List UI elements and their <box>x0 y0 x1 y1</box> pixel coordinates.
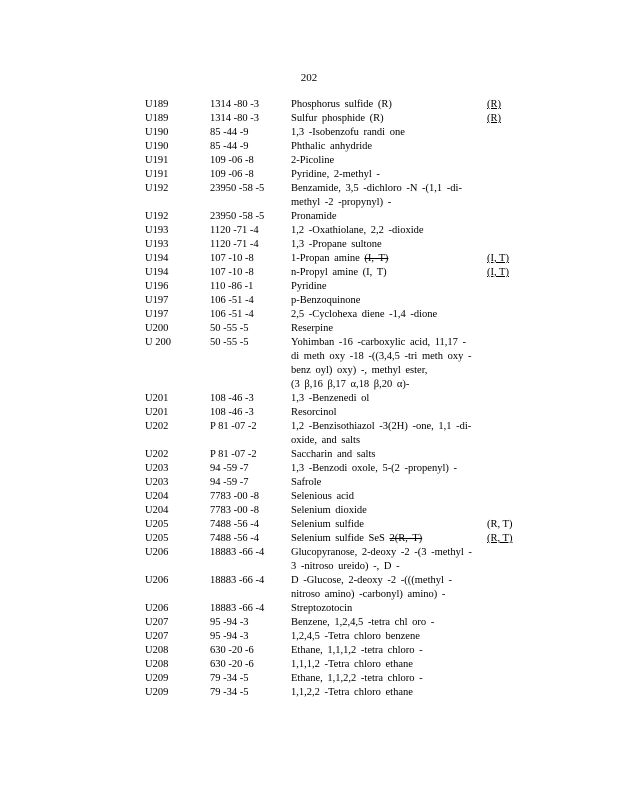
cas-number: 108 -46 -3 <box>210 407 254 418</box>
substance-name <box>291 252 487 266</box>
substance-name <box>291 658 487 672</box>
waste-code: U196 <box>145 281 169 292</box>
cas-number: 1120 -71 -4 <box>210 225 259 236</box>
table-row <box>145 532 525 546</box>
substance-name-line: Phthalic anhydride <box>291 141 373 152</box>
table-row <box>145 448 525 462</box>
substance-name <box>291 294 487 308</box>
hazard-code <box>487 658 525 672</box>
substance-name-line: Safrole <box>291 477 322 488</box>
hazard-code-text: (I, T) <box>487 267 509 278</box>
substance-name <box>291 238 487 252</box>
table-row <box>145 238 525 252</box>
waste-code: U193 <box>145 225 169 236</box>
waste-code: U209 <box>145 687 169 698</box>
cas-number: 630 -20 -6 <box>210 645 254 656</box>
substance-name-line: benz oyl) oxy) -, methyl ester, <box>291 365 428 376</box>
table-row <box>145 322 525 336</box>
cas-number: 85 -44 -9 <box>210 141 249 152</box>
waste-code: U194 <box>145 267 169 278</box>
table-row <box>145 336 525 392</box>
substance-name <box>291 672 487 686</box>
substance-name-line: Phosphorus sulfide (R) <box>291 99 392 110</box>
hazard-code <box>487 140 525 154</box>
waste-code: U208 <box>145 659 169 670</box>
substance-name <box>291 532 487 546</box>
cas-number: 79 -34 -5 <box>210 687 249 698</box>
waste-code: U189 <box>145 113 169 124</box>
substance-name <box>291 420 487 448</box>
hazard-code <box>487 252 525 266</box>
substance-name-line: Saccharin and salts <box>291 449 376 460</box>
waste-code: U197 <box>145 295 169 306</box>
hazard-code <box>487 98 525 112</box>
substance-name-line: Streptozotocin <box>291 603 353 614</box>
substance-name-line: 1,3 -Benzodi oxole, 5-(2 -propenyl) - <box>291 463 457 474</box>
table-row <box>145 252 525 266</box>
waste-code: U207 <box>145 617 169 628</box>
cas-number: 109 -06 -8 <box>210 169 254 180</box>
cas-number: 95 -94 -3 <box>210 617 249 628</box>
table-row <box>145 406 525 420</box>
table-row <box>145 602 525 616</box>
substance-name-line: Selenious acid <box>291 491 354 502</box>
cas-number: 7783 -00 -8 <box>210 491 259 502</box>
substance-name-line: Sulfur phosphide (R) <box>291 113 384 124</box>
hazard-code <box>487 294 525 308</box>
substance-name <box>291 322 487 336</box>
substance-name-line: Yohimban -16 -carboxylic acid, 11,17 - <box>291 337 467 348</box>
struck-text: 2(R, T) <box>389 533 423 544</box>
hazard-code <box>487 476 525 490</box>
waste-code: U209 <box>145 673 169 684</box>
table-row <box>145 140 525 154</box>
substance-name <box>291 266 487 280</box>
waste-code: U203 <box>145 477 169 488</box>
cas-number: 107 -10 -8 <box>210 253 254 264</box>
table-row <box>145 672 525 686</box>
hazard-code <box>487 154 525 168</box>
table-row <box>145 518 525 532</box>
waste-code: U189 <box>145 99 169 110</box>
substance-name <box>291 154 487 168</box>
table-row <box>145 504 525 518</box>
cas-number: 18883 -66 -4 <box>210 603 265 614</box>
cas-number: 1120 -71 -4 <box>210 239 259 250</box>
substance-name <box>291 644 487 658</box>
substance-name-line: di meth oxy -18 -((3,4,5 -tri meth oxy - <box>291 351 472 362</box>
substance-name <box>291 168 487 182</box>
hazard-code-text: (I, T) <box>487 253 509 264</box>
substance-name-line: Benzene, 1,2,4,5 -tetra chl oro - <box>291 617 435 628</box>
cas-number: 85 -44 -9 <box>210 127 249 138</box>
waste-code: U191 <box>145 155 169 166</box>
substance-name-line: 1,3 -Benzenedi ol <box>291 393 370 404</box>
substance-name <box>291 140 487 154</box>
substance-name-line: oxide, and salts <box>291 435 361 446</box>
hazard-code <box>487 238 525 252</box>
substance-name-line: methyl -2 -propynyl) - <box>291 197 392 208</box>
hazard-code <box>487 546 525 574</box>
hazard-code <box>487 504 525 518</box>
hazard-code-text: (R, T) <box>487 519 513 530</box>
cas-number: P 81 -07 -2 <box>210 421 257 432</box>
waste-code: U205 <box>145 533 169 544</box>
cas-number: 94 -59 -7 <box>210 463 249 474</box>
hazard-code <box>487 574 525 602</box>
cas-number: 50 -55 -5 <box>210 337 249 348</box>
table-row <box>145 546 525 574</box>
substance-name <box>291 210 487 224</box>
hazard-code <box>487 686 525 700</box>
hazard-code <box>487 182 525 210</box>
substance-name <box>291 574 487 602</box>
hazard-code <box>487 532 525 546</box>
substance-name-line: n-Propyl amine (I, T) <box>291 267 387 278</box>
table-row <box>145 126 525 140</box>
substance-name-line: 2-Picoline <box>291 155 335 166</box>
substance-name <box>291 336 487 392</box>
hazard-code <box>487 406 525 420</box>
hazard-code <box>487 308 525 322</box>
hazard-code <box>487 168 525 182</box>
hazard-code <box>487 266 525 280</box>
waste-code: U201 <box>145 407 169 418</box>
table-row <box>145 308 525 322</box>
table-row <box>145 490 525 504</box>
waste-code: U207 <box>145 631 169 642</box>
hazard-code <box>487 490 525 504</box>
substance-name-line: p-Benzoquinone <box>291 295 361 306</box>
hazard-code <box>487 420 525 448</box>
cas-number: 50 -55 -5 <box>210 323 249 334</box>
substance-name-line: D -Glucose, 2-deoxy -2 -(((methyl - <box>291 575 453 586</box>
hazard-code <box>487 518 525 532</box>
waste-code: U208 <box>145 645 169 656</box>
substance-name <box>291 630 487 644</box>
hazard-code <box>487 630 525 644</box>
substance-name <box>291 182 487 210</box>
waste-code: U202 <box>145 421 169 432</box>
table-row <box>145 154 525 168</box>
substance-name <box>291 518 487 532</box>
table-row <box>145 574 525 602</box>
waste-code: U204 <box>145 505 169 516</box>
waste-code: U191 <box>145 169 169 180</box>
cas-number: P 81 -07 -2 <box>210 449 257 460</box>
substance-name-line: Selenium sulfide <box>291 519 364 530</box>
hazardous-waste-table <box>145 98 525 700</box>
table-row <box>145 392 525 406</box>
substance-name-line <box>291 532 487 546</box>
table-row <box>145 294 525 308</box>
substance-name-line: Pyridine <box>291 281 327 292</box>
substance-name-line: 1,2,4,5 -Tetra chloro benzene <box>291 631 420 642</box>
table-row <box>145 462 525 476</box>
substance-name-line: Benzamide, 3,5 -dichloro -N -(1,1 -di- <box>291 183 462 194</box>
waste-code: U193 <box>145 239 169 250</box>
table-row <box>145 98 525 112</box>
table-row <box>145 182 525 210</box>
table-row <box>145 644 525 658</box>
substance-name <box>291 224 487 238</box>
hazard-code <box>487 462 525 476</box>
waste-code: U194 <box>145 253 169 264</box>
substance-name <box>291 686 487 700</box>
substance-name-text: 1-Propan amine <box>291 253 365 264</box>
table-row <box>145 168 525 182</box>
hazard-code <box>487 448 525 462</box>
hazard-code <box>487 672 525 686</box>
substance-name <box>291 462 487 476</box>
waste-code: U190 <box>145 127 169 138</box>
cas-number: 18883 -66 -4 <box>210 575 265 586</box>
substance-name <box>291 602 487 616</box>
substance-name <box>291 98 487 112</box>
waste-code: U206 <box>145 603 169 614</box>
substance-name-line: 3 -nitroso ureido) -, D - <box>291 561 400 572</box>
substance-name-line: Resorcinol <box>291 407 337 418</box>
cas-number: 7488 -56 -4 <box>210 533 259 544</box>
waste-code: U205 <box>145 519 169 530</box>
substance-name <box>291 280 487 294</box>
hazard-code <box>487 322 525 336</box>
substance-name <box>291 448 487 462</box>
table-row <box>145 420 525 448</box>
cas-number: 107 -10 -8 <box>210 267 254 278</box>
cas-number: 7783 -00 -8 <box>210 505 259 516</box>
cas-number: 1314 -80 -3 <box>210 113 259 124</box>
table-row <box>145 658 525 672</box>
substance-name-line: 1,2 -Oxathiolane, 2,2 -dioxide <box>291 225 424 236</box>
cas-number: 109 -06 -8 <box>210 155 254 166</box>
substance-name <box>291 504 487 518</box>
cas-number: 1314 -80 -3 <box>210 99 259 110</box>
cas-number: 106 -51 -4 <box>210 295 254 306</box>
substance-name-line: Ethane, 1,1,2,2 -tetra chloro - <box>291 673 423 684</box>
hazard-code-text: (R, T) <box>487 533 513 544</box>
hazard-code <box>487 280 525 294</box>
substance-name <box>291 546 487 574</box>
cas-number: 95 -94 -3 <box>210 631 249 642</box>
waste-code: U202 <box>145 449 169 460</box>
table-row <box>145 476 525 490</box>
waste-code: U200 <box>145 323 169 334</box>
hazard-code <box>487 336 525 392</box>
cas-number: 630 -20 -6 <box>210 659 254 670</box>
table-row <box>145 112 525 126</box>
substance-name-line: 1,3 -Propane sultone <box>291 239 382 250</box>
table-row <box>145 210 525 224</box>
cas-number: 106 -51 -4 <box>210 309 254 320</box>
cas-number: 23950 -58 -5 <box>210 211 265 222</box>
substance-name-line: Pyridine, 2-methyl - <box>291 169 380 180</box>
cas-number: 7488 -56 -4 <box>210 519 259 530</box>
waste-code: U201 <box>145 393 169 404</box>
hazard-code <box>487 224 525 238</box>
table-row <box>145 266 525 280</box>
waste-code: U190 <box>145 141 169 152</box>
waste-code: U204 <box>145 491 169 502</box>
waste-code: U206 <box>145 575 169 586</box>
substance-name-line: 1,1,2,2 -Tetra chloro ethane <box>291 687 413 698</box>
hazard-code <box>487 602 525 616</box>
substance-name-line <box>291 252 487 266</box>
hazard-code <box>487 210 525 224</box>
table-row <box>145 630 525 644</box>
substance-name <box>291 406 487 420</box>
hazard-code-text: (R) <box>487 99 501 110</box>
substance-name <box>291 476 487 490</box>
hazard-code <box>487 112 525 126</box>
substance-name-line: 2,5 -Cyclohexa diene -1,4 -dione <box>291 309 438 320</box>
substance-name <box>291 308 487 322</box>
substance-name-line: Selenium dioxide <box>291 505 367 516</box>
substance-name-line: 1,1,1,2 -Tetra chloro ethane <box>291 659 413 670</box>
substance-name-line: 1,3 -Isobenzofu randi one <box>291 127 405 138</box>
substance-name-line: Pronamide <box>291 211 337 222</box>
cas-number: 23950 -58 -5 <box>210 183 265 194</box>
hazard-code <box>487 644 525 658</box>
hazard-code <box>487 616 525 630</box>
substance-name-line: Ethane, 1,1,1,2 -tetra chloro - <box>291 645 423 656</box>
substance-name <box>291 490 487 504</box>
substance-name-line: Reserpine <box>291 323 333 334</box>
substance-name-line: nitroso amino) -carbonyl) amino) - <box>291 589 446 600</box>
waste-code: U192 <box>145 183 169 194</box>
substance-name-line: (3 β,16 β,17 α,18 β,20 α)- <box>291 379 410 390</box>
waste-code: U192 <box>145 211 169 222</box>
cas-number: 110 -86 -1 <box>210 281 254 292</box>
table-row <box>145 616 525 630</box>
hazard-code <box>487 392 525 406</box>
substance-name-text: Selenium sulfide SeS <box>291 533 390 544</box>
waste-code: U197 <box>145 309 169 320</box>
waste-code: U206 <box>145 547 169 558</box>
cas-number: 94 -59 -7 <box>210 477 249 488</box>
hazard-code <box>487 126 525 140</box>
substance-name-line: 1,2 -Benzisothiazol -3(2H) -one, 1,1 -di- <box>291 421 472 432</box>
waste-code: U203 <box>145 463 169 474</box>
table-row <box>145 280 525 294</box>
cas-number: 79 -34 -5 <box>210 673 249 684</box>
table-row <box>145 224 525 238</box>
substance-name <box>291 126 487 140</box>
substance-name-line: Glucopyranose, 2-deoxy -2 -(3 -methyl - <box>291 547 472 558</box>
substance-name <box>291 616 487 630</box>
substance-name <box>291 112 487 126</box>
cas-number: 18883 -66 -4 <box>210 547 265 558</box>
table-row <box>145 686 525 700</box>
cas-number: 108 -46 -3 <box>210 393 254 404</box>
page-number: 202 <box>300 72 318 84</box>
substance-name <box>291 392 487 406</box>
hazard-code-text: (R) <box>487 113 501 124</box>
struck-text: (I, T) <box>364 253 389 264</box>
waste-code: U 200 <box>145 337 171 348</box>
